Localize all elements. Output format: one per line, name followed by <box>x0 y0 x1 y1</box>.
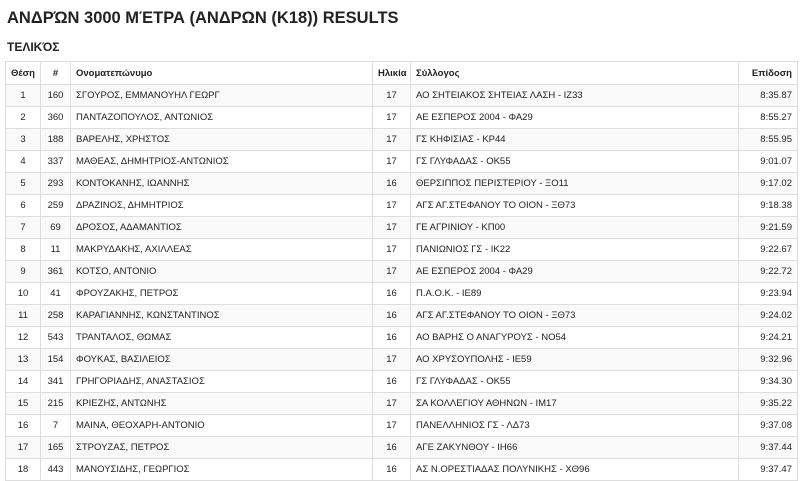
cell-athlete-name: ΔΡΟΣΟΣ, ΑΔΑΜΑΝΤΙΟΣ <box>71 217 373 239</box>
cell-club: ΠΑΝΕΛΛΗΝΙΟΣ ΓΣ - ΛΔ73 <box>411 415 739 437</box>
cell-club: Π.Α.Ο.Κ. - ΙΕ89 <box>411 283 739 305</box>
cell-performance: 9:37.44 <box>739 437 798 459</box>
cell-position: 18 <box>6 459 41 481</box>
cell-athlete-name: ΤΡΑΝΤΑΛΟΣ, ΘΩΜΑΣ <box>71 327 373 349</box>
cell-club: ΑΟ ΧΡΥΣΟΥΠΟΛΗΣ - ΙΕ59 <box>411 349 739 371</box>
cell-age: 17 <box>373 239 411 261</box>
cell-athlete-name: ΒΑΡΕΛΗΣ, ΧΡΗΣΤΟΣ <box>71 129 373 151</box>
cell-athlete-name: ΜΑΚΡΥΔΑΚΗΣ, ΑΧΙΛΛΕΑΣ <box>71 239 373 261</box>
cell-age: 17 <box>373 393 411 415</box>
cell-bib: 337 <box>41 151 71 173</box>
cell-club: ΑΟ ΒΑΡΗΣ Ο ΑΝΑΓΥΡΟΥΣ - ΝΟ54 <box>411 327 739 349</box>
cell-position: 14 <box>6 371 41 393</box>
cell-age: 17 <box>373 415 411 437</box>
cell-athlete-name: ΜΑΙΝΑ, ΘΕΟΧΑΡΗ-ΑΝΤΟΝΙΟ <box>71 415 373 437</box>
cell-performance: 8:55.95 <box>739 129 798 151</box>
cell-club: ΓΣ ΓΛΥΦΑΔΑΣ - ΟΚ55 <box>411 371 739 393</box>
cell-club: ΑΟ ΣΗΤΕΙΑΚΟΣ ΣΗΤΕΙΑΣ ΛΑΣΗ - ΙΖ33 <box>411 85 739 107</box>
column-header-performance[interactable]: Επίδοση <box>739 62 798 85</box>
cell-bib: 11 <box>41 239 71 261</box>
cell-age: 17 <box>373 217 411 239</box>
cell-performance: 9:34.30 <box>739 371 798 393</box>
section-title: ΤΕΛΙΚΌΣ <box>7 40 60 54</box>
cell-club: ΣΑ ΚΟΛΛΕΓΙΟΥ ΑΘΗΝΩΝ - ΙΜ17 <box>411 393 739 415</box>
table-row <box>6 371 798 393</box>
column-header-age[interactable]: Ηλικία <box>373 62 411 85</box>
cell-club: ΓΣ ΓΛΥΦΑΔΑΣ - ΟΚ55 <box>411 151 739 173</box>
cell-age: 17 <box>373 85 411 107</box>
cell-position: 11 <box>6 305 41 327</box>
cell-bib: 293 <box>41 173 71 195</box>
cell-athlete-name: ΚΟΤΣΟ, ΑΝΤΟΝΙΟ <box>71 261 373 283</box>
cell-age: 16 <box>373 305 411 327</box>
cell-club: ΠΑΝΙΩΝΙΟΣ ΓΣ - ΙΚ22 <box>411 239 739 261</box>
cell-age: 17 <box>373 349 411 371</box>
results-table <box>5 61 798 481</box>
cell-performance: 9:24.02 <box>739 305 798 327</box>
table-row <box>6 327 798 349</box>
cell-position: 2 <box>6 107 41 129</box>
cell-age: 16 <box>373 283 411 305</box>
cell-athlete-name: ΚΟΝΤΟΚΑΝΗΣ, ΙΩΑΝΝΗΣ <box>71 173 373 195</box>
table-row <box>6 107 798 129</box>
cell-bib: 41 <box>41 283 71 305</box>
cell-club: ΑΕ ΕΣΠΕΡΟΣ 2004 - ΦΑ29 <box>411 107 739 129</box>
cell-bib: 259 <box>41 195 71 217</box>
cell-club: ΓΕ ΑΓΡΙΝΙΟΥ - ΚΠ00 <box>411 217 739 239</box>
cell-age: 17 <box>373 129 411 151</box>
cell-bib: 160 <box>41 85 71 107</box>
table-row <box>6 217 798 239</box>
cell-performance: 9:32.96 <box>739 349 798 371</box>
cell-bib: 361 <box>41 261 71 283</box>
cell-bib: 154 <box>41 349 71 371</box>
table-row <box>6 129 798 151</box>
cell-performance: 9:23.94 <box>739 283 798 305</box>
table-row <box>6 283 798 305</box>
cell-bib: 188 <box>41 129 71 151</box>
page-title: ΑΝΔΡΏΝ 3000 ΜΈΤΡΑ (ΑΝΔΡΩΝ (Κ18)) RESULTS <box>7 9 399 27</box>
cell-bib: 443 <box>41 459 71 481</box>
table-row <box>6 173 798 195</box>
cell-club: ΘΕΡΣΙΠΠΟΣ ΠΕΡΙΣΤΕΡΙΟΥ - ΞΟ11 <box>411 173 739 195</box>
cell-age: 17 <box>373 151 411 173</box>
cell-performance: 8:35.87 <box>739 85 798 107</box>
cell-athlete-name: ΚΑΡΑΓΙΑΝΝΗΣ, ΚΩΝΣΤΑΝΤΙΝΟΣ <box>71 305 373 327</box>
cell-performance: 9:21.59 <box>739 217 798 239</box>
table-row <box>6 261 798 283</box>
cell-bib: 360 <box>41 107 71 129</box>
table-row <box>6 195 798 217</box>
column-header-name[interactable]: Ονοματεπώνυμο <box>71 62 373 85</box>
cell-performance: 9:37.08 <box>739 415 798 437</box>
column-header-position[interactable]: Θέση <box>6 62 41 85</box>
cell-position: 15 <box>6 393 41 415</box>
cell-position: 1 <box>6 85 41 107</box>
cell-club: ΑΣ Ν.ΟΡΕΣΤΙΑΔΑΣ ΠΟΛΥΝΙΚΗΣ - ΧΘ96 <box>411 459 739 481</box>
cell-athlete-name: ΦΡΟΥΖΑΚΗΣ, ΠΕΤΡΟΣ <box>71 283 373 305</box>
cell-bib: 215 <box>41 393 71 415</box>
table-row <box>6 459 798 481</box>
cell-position: 13 <box>6 349 41 371</box>
cell-position: 12 <box>6 327 41 349</box>
cell-bib: 341 <box>41 371 71 393</box>
cell-athlete-name: ΠΑΝΤΑΖΟΠΟΥΛΟΣ, ΑΝΤΩΝΙΟΣ <box>71 107 373 129</box>
cell-age: 16 <box>373 459 411 481</box>
cell-position: 3 <box>6 129 41 151</box>
cell-age: 17 <box>373 261 411 283</box>
column-header-bib[interactable]: # <box>41 62 71 85</box>
table-row <box>6 349 798 371</box>
cell-club: ΑΕ ΕΣΠΕΡΟΣ 2004 - ΦΑ29 <box>411 261 739 283</box>
cell-performance: 8:55.27 <box>739 107 798 129</box>
cell-performance: 9:18.38 <box>739 195 798 217</box>
cell-age: 17 <box>373 107 411 129</box>
cell-performance: 9:22.67 <box>739 239 798 261</box>
cell-bib: 258 <box>41 305 71 327</box>
cell-performance: 9:24.21 <box>739 327 798 349</box>
table-row <box>6 85 798 107</box>
table-row <box>6 239 798 261</box>
cell-club: ΓΣ ΚΗΦΙΣΙΑΣ - ΚΡ44 <box>411 129 739 151</box>
cell-club: ΑΓΕ ΖΑΚΥΝΘΟΥ - ΙΗ66 <box>411 437 739 459</box>
cell-athlete-name: ΜΑΘΕΑΣ, ΔΗΜΗΤΡΙΟΣ-ΑΝΤΩΝΙΟΣ <box>71 151 373 173</box>
cell-athlete-name: ΚΡΙΕΖΗΣ, ΑΝΤΩΝΗΣ <box>71 393 373 415</box>
cell-age: 17 <box>373 195 411 217</box>
cell-position: 10 <box>6 283 41 305</box>
cell-age: 16 <box>373 327 411 349</box>
table-row <box>6 437 798 459</box>
cell-position: 16 <box>6 415 41 437</box>
cell-position: 5 <box>6 173 41 195</box>
cell-position: 7 <box>6 217 41 239</box>
table-row <box>6 151 798 173</box>
cell-athlete-name: ΓΡΗΓΟΡΙΑΔΗΣ, ΑΝΑΣΤΑΣΙΟΣ <box>71 371 373 393</box>
cell-position: 9 <box>6 261 41 283</box>
cell-age: 16 <box>373 371 411 393</box>
cell-bib: 69 <box>41 217 71 239</box>
cell-athlete-name: ΜΑΝΟΥΣΙΔΗΣ, ΓΕΩΡΓΙΟΣ <box>71 459 373 481</box>
cell-bib: 165 <box>41 437 71 459</box>
cell-performance: 9:01.07 <box>739 151 798 173</box>
cell-position: 6 <box>6 195 41 217</box>
cell-position: 8 <box>6 239 41 261</box>
table-header-row <box>6 62 798 85</box>
cell-athlete-name: ΦΟΥΚΑΣ, ΒΑΣΙΛΕΙΟΣ <box>71 349 373 371</box>
cell-athlete-name: ΣΓΟΥΡΟΣ, ΕΜΜΑΝΟΥΗΛ ΓΕΩΡΓ <box>71 85 373 107</box>
table-row <box>6 393 798 415</box>
cell-position: 4 <box>6 151 41 173</box>
cell-performance: 9:35.22 <box>739 393 798 415</box>
cell-age: 16 <box>373 437 411 459</box>
table-row <box>6 415 798 437</box>
cell-bib: 543 <box>41 327 71 349</box>
cell-position: 17 <box>6 437 41 459</box>
cell-athlete-name: ΣΤΡΟΥΖΑΣ, ΠΕΤΡΟΣ <box>71 437 373 459</box>
cell-performance: 9:17.02 <box>739 173 798 195</box>
cell-club: ΑΓΣ ΑΓ.ΣΤΕΦΑΝΟΥ ΤΟ ΟΙΟΝ - ΞΘ73 <box>411 195 739 217</box>
column-header-club[interactable]: Σύλλογος <box>411 62 739 85</box>
cell-age: 16 <box>373 173 411 195</box>
cell-performance: 9:37.47 <box>739 459 798 481</box>
cell-athlete-name: ΔΡΑΖΙΝΟΣ, ΔΗΜΗΤΡΙΟΣ <box>71 195 373 217</box>
cell-club: ΑΓΣ ΑΓ.ΣΤΕΦΑΝΟΥ ΤΟ ΟΙΟΝ - ΞΘ73 <box>411 305 739 327</box>
table-row <box>6 305 798 327</box>
cell-performance: 9:22.72 <box>739 261 798 283</box>
cell-bib: 7 <box>41 415 71 437</box>
